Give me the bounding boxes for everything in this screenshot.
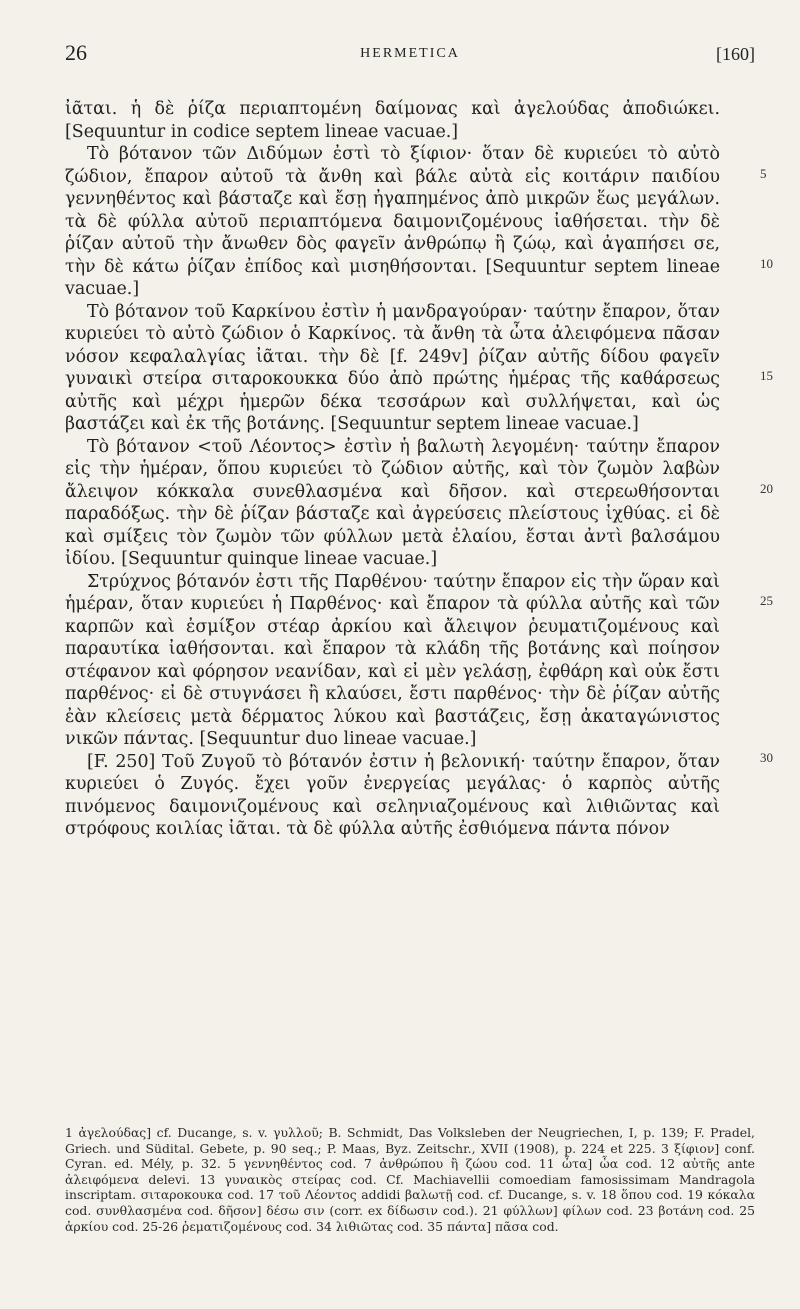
line-number: 15 [760, 368, 773, 383]
paragraph: Τὸ βότανον <τοῦ Λέοντος> ἐστὶν ἡ βαλωτὴ λεγομένη· ταύτην ἔπαρον εἰς τὴν ἡμέραν, ὅπου κυριεύει τὸ ζώδιον αὐτῆς, καὶ τὸν ζωμὸν λαβὼν ἄλειψον κόκκαλα συνεθλασμένα καὶ δῆσον. καὶ στερεωθήσονται παραδόξως. τὴν δὲ ῥίζαν βάσταζε καὶ ἀγρεύσεις πλείστους ἰχθύας. εἰ δὲ καὶ σμίξεις τὸν ζωμὸν τῶν φύλλων μετὰ ἐλαίου, ἔσται ἀντὶ βαλσάμου ἰδίου. [Sequuntur quinque lineae vacuae.] [65, 436, 720, 569]
line-number: 25 [760, 593, 773, 608]
line-number: 5 [760, 166, 767, 181]
critical-apparatus [65, 1125, 755, 1234]
main-text [65, 98, 720, 841]
running-head: HERMETICA [360, 46, 460, 61]
paragraph: Στρύχνος βότανόν ἐστι τῆς Παρθένου· ταύτην ἔπαρον εἰς τὴν ὥραν καὶ ἡμέραν, ὅταν κυριεύει ἡ Παρθένος· καὶ ἔπαρον τὰ φύλλα αὐτῆς καὶ τῶν καρπῶν καὶ ἐσμίξον στέαρ ἀρκίου καὶ ἄλειψον ῥευματιζομένους καὶ παραυτίκα ἰαθήσονται. καὶ ἔπαρον τὰ κλάδη τῆς βοτάνης καὶ ποίησον στέφανον καὶ φόρησον νεανίδαν, καὶ εἰ μὲν γελάσῃ, ἐφθάρη καὶ οὐκ ἔστι παρθένος· εἰ δὲ στυγνάσει ἢ κλαύσει, ἔστι παρθένος· τὴν δὲ ῥίζαν αὐτῆς ἐὰν κλείσεις μετὰ δέρματος λύκου καὶ βαστάζεις, ἔσῃ ἀκαταγώνιστος νικῶν πάντας. [Sequuntur duo lineae vacuae.] [65, 571, 720, 749]
paragraph: [F. 250] Τοῦ Ζυγοῦ τὸ βότανόν ἐστιν ἡ βελονική· ταύτην ἔπαρον, ὅταν κυριεύει ὁ Ζυγός. ἔχει γοῦν ἐνεργείας μεγάλας· ὁ καρπὸς αὐτῆς πινόμενος δαιμονιζομένους καὶ σεληνιαζομένους καὶ λιθιῶντας καὶ στρόφους κοιλίας ἰᾶται. τὰ δὲ φύλλα αὐτῆς ἐσθιόμενα πάντα πόνον [65, 751, 720, 839]
line-number: 20 [760, 481, 773, 496]
line-number: 10 [760, 256, 773, 271]
paragraph: ἰᾶται. ἡ δὲ ῥίζα περιαπτομένη δαίμονας καὶ ἀγελούδας ἀποδιώκει. [Sequuntur in codice septem lineae vacuae.] [65, 99, 720, 142]
folio-number: [160] [716, 44, 755, 64]
line-number: 30 [760, 750, 773, 765]
apparatus-notes: 1 ἀγελούδας] cf. Ducange, s. v. γυλλοῦ; B. Schmidt, Das Volksleben der Neugriechen, I, p. 139; F. Pradel, Griech. und Südital. Gebete, p. 90 seq.; P. Maas, Byz. Zeitschr., XVII (1908), p. 224 et 225. 3 ξίφιον] conf. Cyran. ed. Mély, p. 32. 5 γεννηθέντος cod. 7 ἀνθρώπου ἢ ζώου cod. 11 ὦτα] ὦα cod. 12 αὐτῆς ante ἀλειφόμενα delevi. 13 γυναικὸς στείρας cod. Cf. Machiavellii comoediam famosissimam Mandragola inscriptam. σιταροκουκα cod. 17 τοῦ Λέοντος addidi βαλωτῇ cod. cf. Ducange, s. v. 18 ὅπου cod. 19 κόκαλα cod. συνθλασμένα cod. δῆσον] δέσω σιν (corr. ex δίδωσιν cod.). 21 φύλλων] φίλων cod. 23 βοτάνη cod. 25 ἀρκίου cod. 25-26 ῥεματιζομένους cod. 34 λιθιῶτας cod. 35 πάντα] πᾶσα cod. [65, 1125, 755, 1234]
paragraph: Τὸ βότανον τῶν Διδύμων ἐστὶ τὸ ξίφιον· ὅταν δὲ κυριεύει τὸ αὐτὸ ζώδιον, ἔπαρον αὐτοῦ τὰ ἄνθη καὶ βάλε αὐτὰ εἰς κοιτάριν παιδίου γεννηθέντος καὶ βάσταζε καὶ ἔσῃ ἠγαπημένος ἀπὸ μικρῶν ἕως μεγάλων. τὰ δὲ φύλλα αὐτοῦ περιαπτόμενα δαιμονιζομένους ἰαθήσεται. τὴν δὲ ῥίζαν αὐτοῦ τὴν ἄνωθεν δὸς φαγεῖν ἀνθρώπῳ ἢ ζώῳ, καὶ ἀγαπήσει σε, τὴν δὲ κάτω ῥίζαν ἐπίδος καὶ μισηθήσονται. [Sequuntur septem lineae vacuae.] [65, 144, 720, 299]
page-header [65, 40, 755, 70]
page-number: 26 [65, 40, 87, 65]
paragraph: Τὸ βότανον τοῦ Καρκίνου ἐστὶν ἡ μανδραγούραν· ταύτην ἔπαρον, ὅταν κυριεύει τὸ αὐτὸ ζώδιον ὁ Καρκίνος. τὰ ἄνθη τὰ ὦτα ἀλειφόμενα πᾶσαν νόσον κεφαλαλγίας ἰᾶται. τὴν δὲ [f. 249v] ῥίζαν αὐτῆς δίδου φαγεῖν γυναικὶ στείρα σιταροκουκκα δύο ἀπὸ πρώτης ἡμέρας τῆς καθάρσεως αὐτῆς καὶ μέχρι ἡμερῶν δέκα τεσσάρων καὶ συλλήψεται, καὶ ὡς βαστάζει καὶ ἐκ τῆς βοτάνης. [Sequuntur septem lineae vacuae.] [65, 301, 720, 434]
